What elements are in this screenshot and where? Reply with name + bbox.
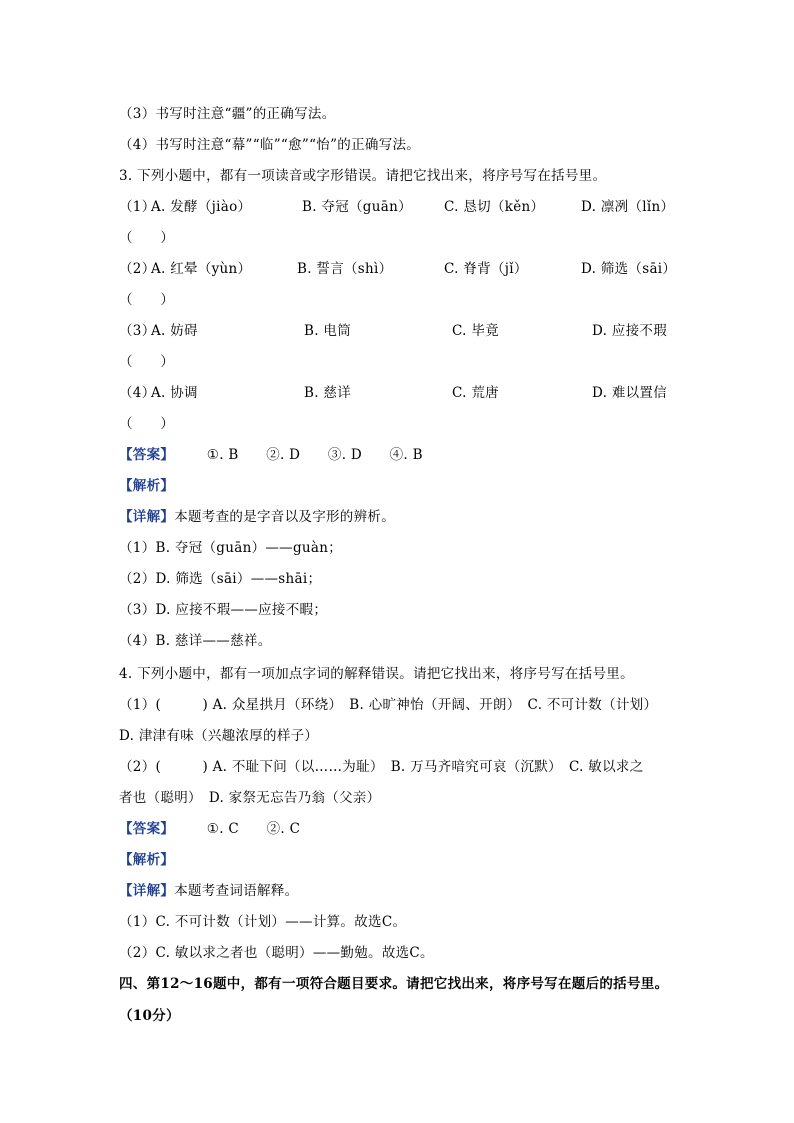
analysis-line <box>119 850 174 870</box>
text-line: （4）书写时注意“幕”“临”“愈”“怡”的正确写法。 <box>119 137 421 153</box>
section-4-score: （10分） <box>119 1008 180 1024</box>
detail-tag: 【详解】 <box>119 509 175 525</box>
answer-tag: 【答案】 <box>119 821 175 837</box>
detail-tag: 【详解】 <box>119 883 175 899</box>
explanation-line: （2）D. 筛选（sāi）——shāi； <box>119 571 322 587</box>
text-line: （3）书写时注意“疆”的正确写法。 <box>119 106 336 122</box>
question-4-2: （2）( ) A. 不耻下问（以……为耻） B. 万马齐喑究可哀（沉默） C. 敏以求之 <box>119 759 644 775</box>
document-page: （3）书写时注意“疆”的正确写法。 （4）书写时注意“幕”“临”“愈”“怡”的正确写法。 3. 下列小题中，都有一项读音或字形错误。请把它找出来，将序号写在括号里。 （1） A. 发酵（jiào） B. 夺冠（guān） C. 恳切（kěn） D. 凛冽（lǐn） （ ） （2） A. 红晕（yùn） B. 誓言（shì） C. 脊背（jǐ） D. 筛选（sāi） （ ） （3） A. 妨碍 B. 电筒 C. 毕竟 D. 应接不瑕 （ ） （4） A. 协调 B. 慈详 C. 荒唐 D. 难以置信 （ ） 【答案】 ①. B ②. D ③. D ④. B 【解析】 【详解】本题考查的是字音以及字形的辨析。 （1）B. 夺冠（guān）——guàn； （2）D. 筛选（sāi）——shāi； （3）D. 应接不瑕——应接不暇； （4）B. 慈详——慈祥。 4. 下列小题中，都有一项加点字词的解释错误。请把它找出来，将序号写在括号里。 （1）( ) A. 众星拱月（环绕） B. 心旷神怡（开阔、开朗） C. 不可计数（计划） D. 津津有味（兴趣浓厚的样子） （2）( ) A. 不耻下问（以……为耻） B. 万马齐喑究可哀（沉默） C. 敏以求之 者也（聪明） D. 家祭无忘告乃翁（父亲） 【答案】 ①. C ②. C 【解析】 【详解】本题考查词语解释。 （1）C. 不可计数（计划）——计算。故选C。 （2）C. 敏以求之者也（聪明）——勤勉。故选C。 四、第12～16题中，都有一项符合题目要求。请把它找出来，将序号写在题后的括号里。 （10分） <box>119 106 677 1024</box>
explanation-line: （1）C. 不可计数（计划）——计算。故选C。 <box>119 914 407 930</box>
explanation-line: （1）B. 夺冠（guān）——guàn； <box>119 540 343 556</box>
question-4-1-cont: D. 津津有味（兴趣浓厚的样子） <box>119 728 319 744</box>
answer-line <box>119 445 423 465</box>
answer-line <box>119 819 300 839</box>
answer-paren: （ ） <box>119 416 175 432</box>
section-4-heading: 四、第12～16题中，都有一项符合题目要求。请把它找出来，将序号写在题后的括号里。 <box>119 976 669 992</box>
explanation-line: （4）B. 慈详——慈祥。 <box>119 633 272 649</box>
question-4-2-cont: 者也（聪明） D. 家祭无忘告乃翁（父亲） <box>119 790 381 806</box>
analysis-tag: 【解析】 <box>119 852 175 868</box>
question-3-stem: 3. 下列小题中，都有一项读音或字形错误。请把它找出来，将序号写在括号里。 <box>119 168 607 184</box>
analysis-line <box>119 476 174 496</box>
question-4-1: （1）( ) A. 众星拱月（环绕） B. 心旷神怡（开阔、开朗） C. 不可计数（计划） <box>119 697 658 713</box>
answer-values: ①. C ②. C <box>206 821 301 837</box>
explanation-line: （2）C. 敏以求之者也（聪明）——勤勉。故选C。 <box>119 945 434 961</box>
explanation-line: （3）D. 应接不瑕——应接不暇； <box>119 602 328 618</box>
answer-tag: 【答案】 <box>119 447 175 463</box>
analysis-tag: 【解析】 <box>119 478 175 494</box>
answer-paren: （ ） <box>119 230 175 246</box>
answer-values: ①. B ②. D ③. D ④. B <box>206 447 423 463</box>
question-4-stem: 4. 下列小题中，都有一项加点字词的解释错误。请把它找出来，将序号写在括号里。 <box>119 666 634 682</box>
answer-paren: （ ） <box>119 354 175 370</box>
detail-line: 【详解】本题考查的是字音以及字形的辨析。 <box>119 509 396 525</box>
answer-paren: （ ） <box>119 292 175 308</box>
detail-line: 【详解】本题考查词语解释。 <box>119 883 299 899</box>
